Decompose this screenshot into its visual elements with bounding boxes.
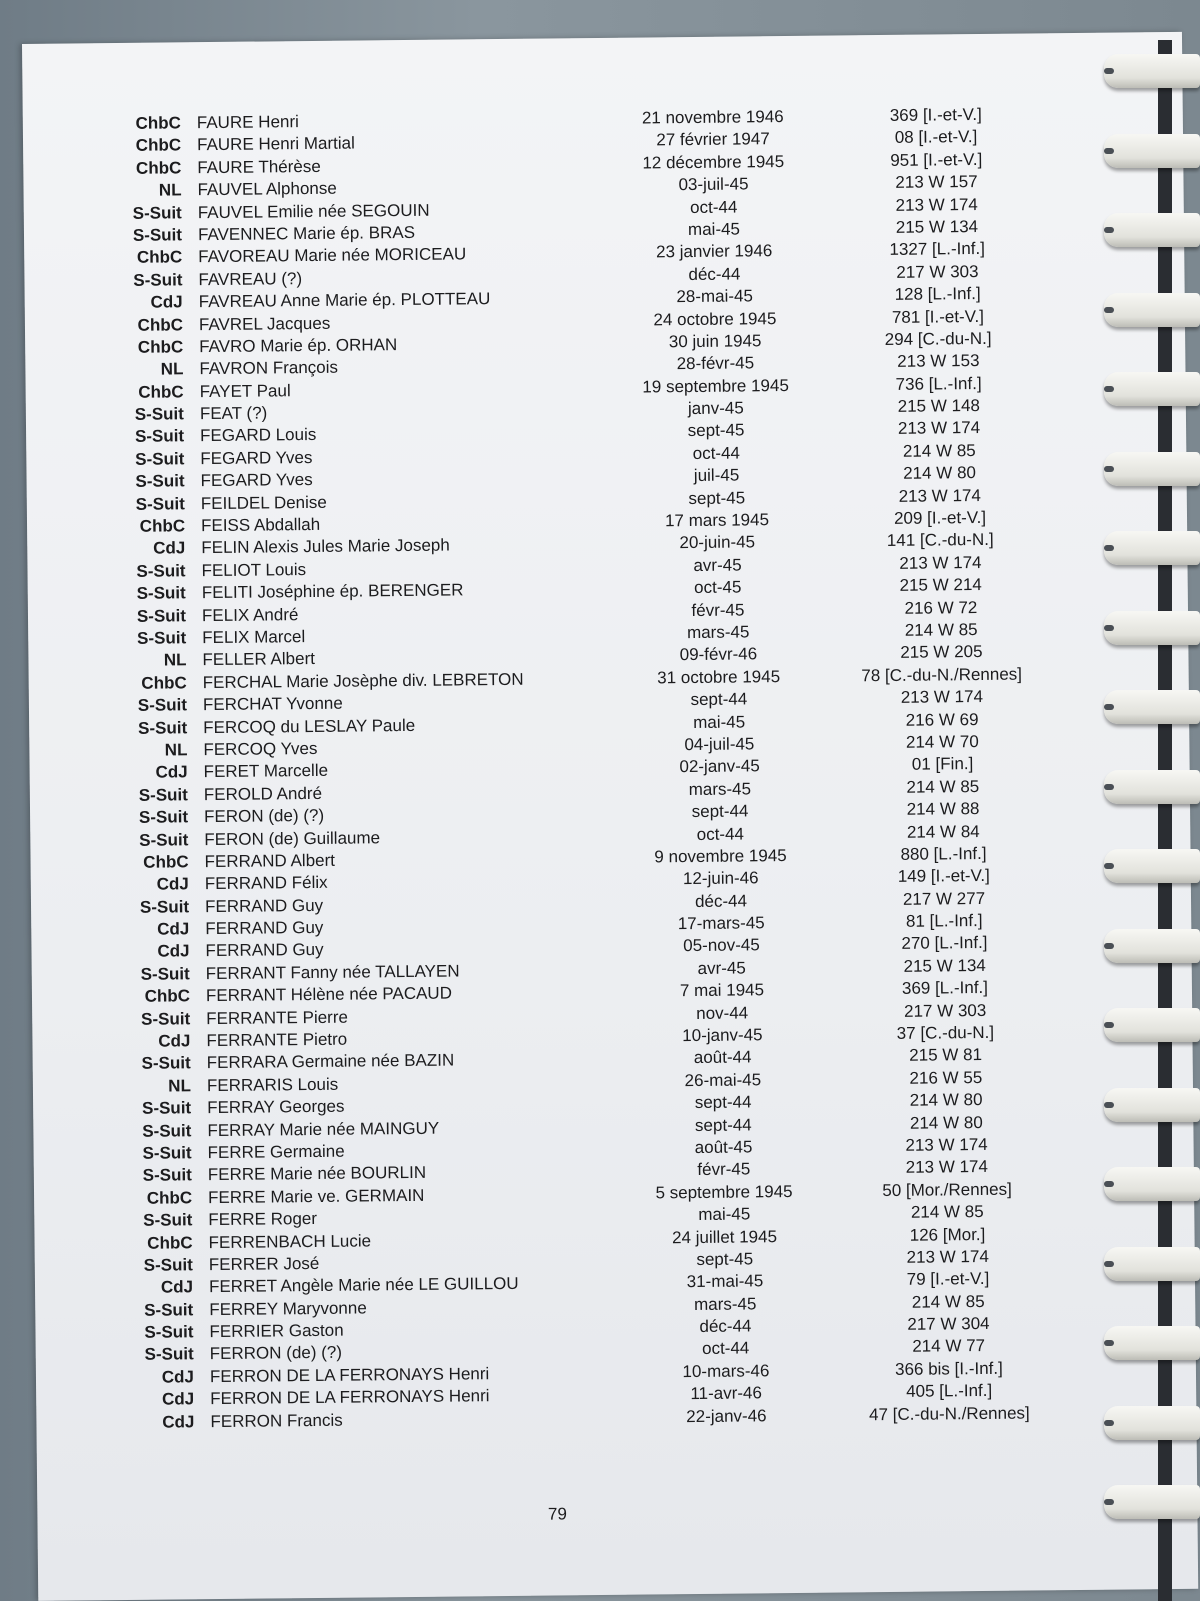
entry-reference: 126 [Mor.] xyxy=(909,1224,986,1245)
entry-reference: 213 W 174 xyxy=(895,194,978,215)
entry-name: FERRAY Georges xyxy=(207,1096,345,1118)
entry-code: S-Suit xyxy=(139,829,189,850)
entry-name: FAURE Henri Martial xyxy=(196,133,355,155)
entry-code: CdJ xyxy=(161,1389,195,1409)
entry-reference: 213 W 174 xyxy=(905,1157,989,1178)
entry-code: S-Suit xyxy=(139,896,190,917)
entry-reference: 366 bis [I.-Inf.] xyxy=(894,1358,1003,1379)
entry-reference: 294 [C.-du-N.] xyxy=(884,328,992,349)
entry-name: FEGARD Louis xyxy=(200,425,317,446)
punch-hole xyxy=(1104,545,1114,551)
entry-code: ChbC xyxy=(137,337,184,357)
entry-date: oct-44 xyxy=(696,823,745,844)
entry-date: 04-juil-45 xyxy=(684,734,755,755)
entry-code: CdJ xyxy=(161,1367,195,1387)
entry-code: NL xyxy=(163,650,187,670)
binding-coil xyxy=(1104,372,1200,406)
entry-code: ChbC xyxy=(143,852,189,872)
entry-code: S-Suit xyxy=(136,605,187,626)
punch-hole xyxy=(1104,863,1114,869)
entry-code: S-Suit xyxy=(142,1143,192,1163)
entry-name: FAURE Henri xyxy=(196,112,299,133)
entry-name: FEAT (?) xyxy=(199,403,268,424)
entry-reference: 213 W 174 xyxy=(900,687,984,707)
entry-date: sept-44 xyxy=(694,1114,752,1135)
entry-date: avr-45 xyxy=(697,958,746,978)
entry-code: S-Suit xyxy=(142,1165,192,1186)
entry-code: S-Suit xyxy=(137,628,187,648)
binding-coil xyxy=(1104,1247,1200,1281)
entry-name: FERRE Germaine xyxy=(207,1141,345,1163)
entry-date: sept-45 xyxy=(696,1249,754,1269)
binding-coil xyxy=(1104,690,1200,724)
entry-date: 19 septembre 1945 xyxy=(642,375,789,397)
entry-date: déc-44 xyxy=(699,1316,752,1337)
binding-coil xyxy=(1104,293,1200,327)
entry-code: S-Suit xyxy=(134,404,184,424)
entry-reference: 214 W 85 xyxy=(911,1291,985,1312)
entry-date: mai-45 xyxy=(698,1204,751,1225)
entry-code: CdJ xyxy=(157,919,190,939)
binding-coil xyxy=(1104,452,1200,486)
entry-name: FERRER José xyxy=(208,1253,320,1275)
punch-hole xyxy=(1104,943,1114,949)
entry-code: S-Suit xyxy=(137,695,188,715)
entry-reference: 214 W 84 xyxy=(906,821,980,842)
entry-reference: 50 [Mor./Rennes] xyxy=(882,1179,1012,1200)
entry-date: 24 octobre 1945 xyxy=(653,308,777,329)
binding-coil xyxy=(1104,531,1200,565)
entry-code: ChbC xyxy=(135,135,182,156)
entry-code: S-Suit xyxy=(138,807,189,827)
entry-date: avr-45 xyxy=(693,555,742,575)
binding-spine xyxy=(1158,40,1172,1601)
entry-name: FEGARD Yves xyxy=(200,470,313,491)
entry-code: ChbC xyxy=(139,516,186,536)
entry-reference: 217 W 303 xyxy=(896,261,979,282)
entry-reference: 270 [L.-Inf.] xyxy=(901,933,988,954)
entry-date: 22-janv-46 xyxy=(686,1405,767,1426)
entry-date: 10-janv-45 xyxy=(682,1025,763,1046)
punch-hole xyxy=(1104,1261,1114,1267)
entry-date: sept-45 xyxy=(687,420,745,441)
entry-reference: 951 [I.-et-V.] xyxy=(890,149,983,170)
entry-code: S-Suit xyxy=(136,583,186,604)
entry-code: NL xyxy=(160,359,184,379)
spiral-binding xyxy=(1090,40,1200,1601)
entry-name: FELLER Albert xyxy=(202,649,316,670)
punch-hole xyxy=(1104,1022,1114,1028)
punch-hole xyxy=(1104,1340,1114,1346)
entry-reference: 128 [L.-Inf.] xyxy=(894,284,981,304)
entry-date: 05-nov-45 xyxy=(683,935,760,956)
entry-code: NL xyxy=(168,1076,192,1096)
entry-date: févr-45 xyxy=(691,600,745,620)
entry-date: 23 janvier 1946 xyxy=(655,241,773,262)
entry-name: FERCHAL Marie Josèphe div. LEBRETON xyxy=(202,669,524,692)
entry-name: FERRANT Hélène née PACAUD xyxy=(205,983,453,1006)
punch-hole xyxy=(1104,466,1114,472)
entry-date: 12 décembre 1945 xyxy=(642,151,785,173)
entry-date: 26-mai-45 xyxy=(684,1070,762,1090)
entry-reference: 213 W 174 xyxy=(897,418,981,439)
entry-date: 21 novembre 1946 xyxy=(641,107,784,128)
entry-name: FEISS Abdallah xyxy=(200,514,321,536)
binding-coil xyxy=(1104,213,1200,247)
entry-name: FERCOQ Yves xyxy=(203,738,318,760)
binding-coil xyxy=(1104,929,1200,963)
punch-hole xyxy=(1104,386,1114,392)
entry-name: FERRE Marie ve. GERMAIN xyxy=(207,1185,425,1207)
entry-reference: 214 W 85 xyxy=(902,440,976,461)
entry-date: oct-44 xyxy=(692,443,741,463)
entry-date: 03-juil-45 xyxy=(678,174,749,195)
entry-code: CdJ xyxy=(155,762,188,782)
entry-date: 11-avr-46 xyxy=(690,1383,763,1404)
punch-hole xyxy=(1104,68,1114,74)
entry-reference: 215 W 81 xyxy=(909,1045,983,1066)
punch-hole xyxy=(1104,1102,1114,1108)
entry-reference: 213 W 174 xyxy=(899,552,982,573)
binding-coil xyxy=(1104,1406,1200,1440)
entry-reference: 213 W 157 xyxy=(895,172,978,193)
entry-reference: 215 W 205 xyxy=(900,642,983,663)
entry-code: S-Suit xyxy=(135,493,185,514)
entry-code: CdJ xyxy=(158,1031,191,1051)
entry-code: CdJ xyxy=(150,292,183,312)
binding-coil xyxy=(1104,1167,1200,1201)
entry-reference: 214 W 85 xyxy=(906,776,980,797)
entry-name: FELITI Joséphine ép. BERENGER xyxy=(201,580,464,603)
entry-code: ChbC xyxy=(144,986,191,1007)
entry-reference: 213 W 153 xyxy=(897,351,980,372)
entry-code: CdJ xyxy=(160,1277,194,1297)
entry-date: mai-45 xyxy=(687,219,741,239)
binding-coil xyxy=(1104,1485,1200,1519)
entry-date: 12-juin-46 xyxy=(682,868,759,889)
punch-hole xyxy=(1104,1181,1114,1187)
entry-name: FERRAND Félix xyxy=(204,873,328,894)
entry-date: 10-mars-46 xyxy=(682,1361,770,1382)
entry-code: S-Suit xyxy=(141,1008,191,1029)
entry-date: sept-45 xyxy=(688,488,746,508)
entry-code: ChbC xyxy=(138,382,184,402)
entry-name: FERRAY Marie née MAINGUY xyxy=(207,1118,440,1140)
register-entries xyxy=(23,102,1197,1435)
entry-reference: 214 W 80 xyxy=(903,463,977,484)
entry-name: FERRAND Albert xyxy=(204,850,336,872)
entry-date: 09-févr-46 xyxy=(679,644,758,665)
entry-date: 17 mars 1945 xyxy=(664,510,770,531)
entry-reference: 215 W 214 xyxy=(899,575,982,596)
entry-reference: 214 W 85 xyxy=(910,1202,984,1222)
binding-coil xyxy=(1104,770,1200,804)
entry-reference: 141 [C.-du-N.] xyxy=(886,530,994,551)
entry-name: FERRARIS Louis xyxy=(206,1074,339,1095)
entry-name: FERRON DE LA FERRONAYS Henri xyxy=(210,1386,490,1409)
entry-code: S-Suit xyxy=(132,202,182,223)
entry-reference: 214 W 70 xyxy=(905,731,979,752)
entry-name: FERRIER Gaston xyxy=(209,1320,344,1342)
entry-code: CdJ xyxy=(157,941,190,962)
entry-date: 9 novembre 1945 xyxy=(654,845,787,867)
punch-hole xyxy=(1104,307,1114,313)
entry-name: FERCHAT Yvonne xyxy=(202,693,343,715)
entry-name: FAYET Paul xyxy=(199,380,291,401)
entry-reference: 01 [Fin.] xyxy=(911,754,974,775)
entry-name: FERRANTE Pierre xyxy=(206,1007,348,1028)
entry-reference: 47 [C.-du-N./Rennes] xyxy=(868,1403,1030,1424)
entry-date: 20-juin-45 xyxy=(679,532,756,553)
entry-name: FERRON Francis xyxy=(210,1410,343,1431)
entry-reference: 736 [L.-Inf.] xyxy=(895,373,982,394)
entry-date: déc-44 xyxy=(688,264,741,284)
entry-date: août-45 xyxy=(694,1137,753,1157)
entry-reference: 213 W 174 xyxy=(898,485,981,506)
entry-code: CdJ xyxy=(156,874,189,894)
entry-code: S-Suit xyxy=(135,449,185,469)
entry-name: FERRAND Guy xyxy=(205,940,324,961)
entry-name: FERRON DE LA FERRONAYS Henri xyxy=(209,1364,490,1386)
punch-hole xyxy=(1104,1420,1114,1426)
entry-reference: 213 W 174 xyxy=(905,1134,988,1155)
page-number: 79 xyxy=(547,1504,567,1524)
entry-code: ChbC xyxy=(141,673,187,693)
entry-reference: 79 [I.-et-V.] xyxy=(906,1269,990,1290)
entry-reference: 369 [I.-et-V.] xyxy=(889,104,982,125)
entry-name: FERET Marcelle xyxy=(203,761,329,782)
entry-code: S-Suit xyxy=(134,426,185,447)
entry-name: FAVRO Marie ép. ORHAN xyxy=(199,334,398,357)
entry-date: 24 juillet 1945 xyxy=(671,1226,778,1247)
entry-code: ChbC xyxy=(136,247,183,268)
entry-code: S-Suit xyxy=(137,717,188,738)
entry-name: FAUVEL Emilie née SEGOUIN xyxy=(197,200,430,222)
entry-name: FERRENBACH Lucie xyxy=(208,1230,372,1252)
entry-code: S-Suit xyxy=(143,1210,193,1230)
entry-name: FAVREL Jacques xyxy=(198,313,331,334)
entry-name: FERCOQ du LESLAY Paule xyxy=(203,715,416,737)
entry-reference: 217 W 303 xyxy=(903,1000,987,1021)
entry-reference: 78 [C.-du-N./Rennes] xyxy=(861,664,1023,686)
punch-hole xyxy=(1104,148,1114,154)
entry-date: mars-45 xyxy=(688,779,752,799)
entry-date: 27 février 1947 xyxy=(656,129,770,150)
entry-code: ChbC xyxy=(135,158,182,178)
entry-name: FAVREAU (?) xyxy=(198,268,303,289)
entry-name: FELIN Alexis Jules Marie Joseph xyxy=(201,535,450,558)
entry-date: 17-mars-45 xyxy=(677,913,765,934)
entry-date: nov-44 xyxy=(696,1003,749,1023)
binding-coil xyxy=(1104,1326,1200,1360)
entry-code: S-Suit xyxy=(138,785,188,805)
entry-date: sept-44 xyxy=(691,801,749,822)
entry-date: sept-44 xyxy=(694,1092,752,1113)
entry-code: S-Suit xyxy=(136,561,186,581)
entry-date: janv-45 xyxy=(687,398,744,419)
entry-date: 31-mai-45 xyxy=(686,1271,764,1292)
entry-reference: 149 [I.-et-V.] xyxy=(897,866,990,887)
entry-reference: 216 W 55 xyxy=(909,1067,983,1088)
entry-code: ChbC xyxy=(146,1188,193,1208)
entry-reference: 215 W 134 xyxy=(903,955,986,976)
entry-reference: 217 W 304 xyxy=(907,1314,990,1334)
entry-name: FERRE Marie née BOURLIN xyxy=(207,1163,427,1185)
entry-code: NL xyxy=(158,180,182,200)
entry-name: FEILDEL Denise xyxy=(200,492,327,513)
entry-name: FAVREAU Anne Marie ép. PLOTTEAU xyxy=(198,289,491,312)
entry-reference: 214 W 88 xyxy=(906,799,980,819)
entry-name: FERRANT Fanny née TALLAYEN xyxy=(205,961,460,983)
entry-code: ChbC xyxy=(137,314,184,335)
entry-reference: 37 [C.-du-N.] xyxy=(896,1022,995,1043)
entry-reference: 369 [L.-Inf.] xyxy=(901,978,989,999)
punch-hole xyxy=(1104,1499,1114,1505)
entry-name: FERON (de) (?) xyxy=(204,805,325,827)
binding-coil xyxy=(1104,1008,1200,1042)
entry-reference: 781 [I.-et-V.] xyxy=(891,306,984,327)
entry-date: mars-45 xyxy=(693,1294,757,1314)
punch-hole xyxy=(1104,625,1114,631)
entry-name: FAUVEL Alphonse xyxy=(197,178,337,200)
entry-name: FEROLD André xyxy=(203,783,323,804)
binding-coil xyxy=(1104,134,1200,168)
entry-code: S-Suit xyxy=(144,1344,194,1365)
entry-reference: 880 [L.-Inf.] xyxy=(900,843,987,864)
entry-name: FAVENNEC Marie ép. BRAS xyxy=(197,222,416,245)
entry-date: 7 mai 1945 xyxy=(679,980,765,1001)
entry-reference: 209 [I.-et-V.] xyxy=(893,507,987,528)
entry-code: ChbC xyxy=(135,113,181,133)
entry-name: FERRON (de) (?) xyxy=(209,1343,343,1364)
entry-date: févr-45 xyxy=(697,1159,751,1180)
entry-name: FERREY Maryvonne xyxy=(209,1298,367,1319)
entry-date: 31 octobre 1945 xyxy=(657,666,781,688)
entry-reference: 215 W 134 xyxy=(895,216,979,237)
entry-name: FAVRON François xyxy=(199,358,339,379)
entry-date: oct-44 xyxy=(690,197,738,217)
entry-reference: 214 W 80 xyxy=(909,1112,983,1133)
entry-date: déc-44 xyxy=(694,891,748,911)
entry-date: sept-44 xyxy=(690,689,748,710)
entry-code: S-Suit xyxy=(144,1322,194,1342)
entry-name: FAURE Thérèse xyxy=(197,156,321,177)
entry-code: ChbC xyxy=(147,1232,193,1253)
binding-coil xyxy=(1104,1088,1200,1122)
entry-reference: 214 W 85 xyxy=(904,620,978,640)
entry-name: FEGARD Yves xyxy=(200,447,313,469)
entry-reference: 214 W 77 xyxy=(912,1336,986,1357)
entry-code: S-Suit xyxy=(135,471,185,492)
entry-reference: 215 W 148 xyxy=(897,396,981,416)
entry-name: FELIX Marcel xyxy=(202,627,306,648)
entry-code: S-Suit xyxy=(141,1053,191,1074)
document-page xyxy=(22,32,1198,1601)
entry-code: S-Suit xyxy=(132,225,183,245)
entry-code: CdJ xyxy=(153,538,186,559)
binding-coil xyxy=(1104,849,1200,883)
binding-coil xyxy=(1104,54,1200,88)
entry-reference: 81 [L.-Inf.] xyxy=(905,911,983,931)
entry-code: S-Suit xyxy=(142,1120,192,1141)
entry-date: oct-45 xyxy=(694,577,742,598)
entry-reference: 217 W 277 xyxy=(902,888,986,909)
entry-name: FAVOREAU Marie née MORICEAU xyxy=(198,244,467,267)
entry-name: FERON (de) Guillaume xyxy=(204,827,381,849)
entry-date: 02-janv-45 xyxy=(679,756,760,777)
entry-name: FERRAND Guy xyxy=(205,917,324,939)
entry-date: mars-45 xyxy=(686,622,750,643)
entry-date: 28-mai-45 xyxy=(676,286,754,307)
entry-name: FERRE Roger xyxy=(208,1209,318,1230)
entry-name: FERRET Angèle Marie née LE GUILLOU xyxy=(208,1274,519,1297)
entry-code: S-Suit xyxy=(143,1255,193,1275)
entry-date: mai-45 xyxy=(693,712,746,732)
entry-date: 5 septembre 1945 xyxy=(655,1181,793,1203)
entry-code: S-Suit xyxy=(133,270,183,290)
punch-hole xyxy=(1104,227,1114,233)
entry-date: 28-févr-45 xyxy=(676,353,755,374)
entry-reference: 214 W 80 xyxy=(909,1090,983,1110)
entry-code: S-Suit xyxy=(140,964,190,984)
entry-name: FERRANTE Pietro xyxy=(206,1029,348,1051)
entry-reference: 08 [I.-et-V.] xyxy=(894,127,978,148)
binding-coil xyxy=(1104,611,1200,645)
entry-reference: 216 W 72 xyxy=(904,597,978,618)
entry-code: S-Suit xyxy=(144,1299,194,1320)
entry-date: oct-44 xyxy=(701,1338,750,1359)
entry-reference: 216 W 69 xyxy=(905,709,979,730)
entry-date: 30 juin 1945 xyxy=(668,331,762,352)
entry-date: août-44 xyxy=(693,1047,752,1068)
entry-reference: 213 W 174 xyxy=(906,1246,989,1267)
entry-name: FELIOT Louis xyxy=(201,559,307,580)
entry-reference: 405 [L.-Inf.] xyxy=(906,1381,993,1402)
entry-code: CdJ xyxy=(162,1411,195,1432)
entry-name: FERRAND Guy xyxy=(204,895,324,916)
punch-hole xyxy=(1104,784,1114,790)
entry-name: FELIX André xyxy=(201,604,299,625)
punch-hole xyxy=(1104,704,1114,710)
entry-reference: 1327 [L.-Inf.] xyxy=(889,239,986,260)
entry-code: NL xyxy=(164,740,188,760)
entry-code: S-Suit xyxy=(141,1098,192,1118)
entry-name: FERRARA Germaine née BAZIN xyxy=(206,1050,455,1073)
entry-date: juil-45 xyxy=(693,465,740,486)
